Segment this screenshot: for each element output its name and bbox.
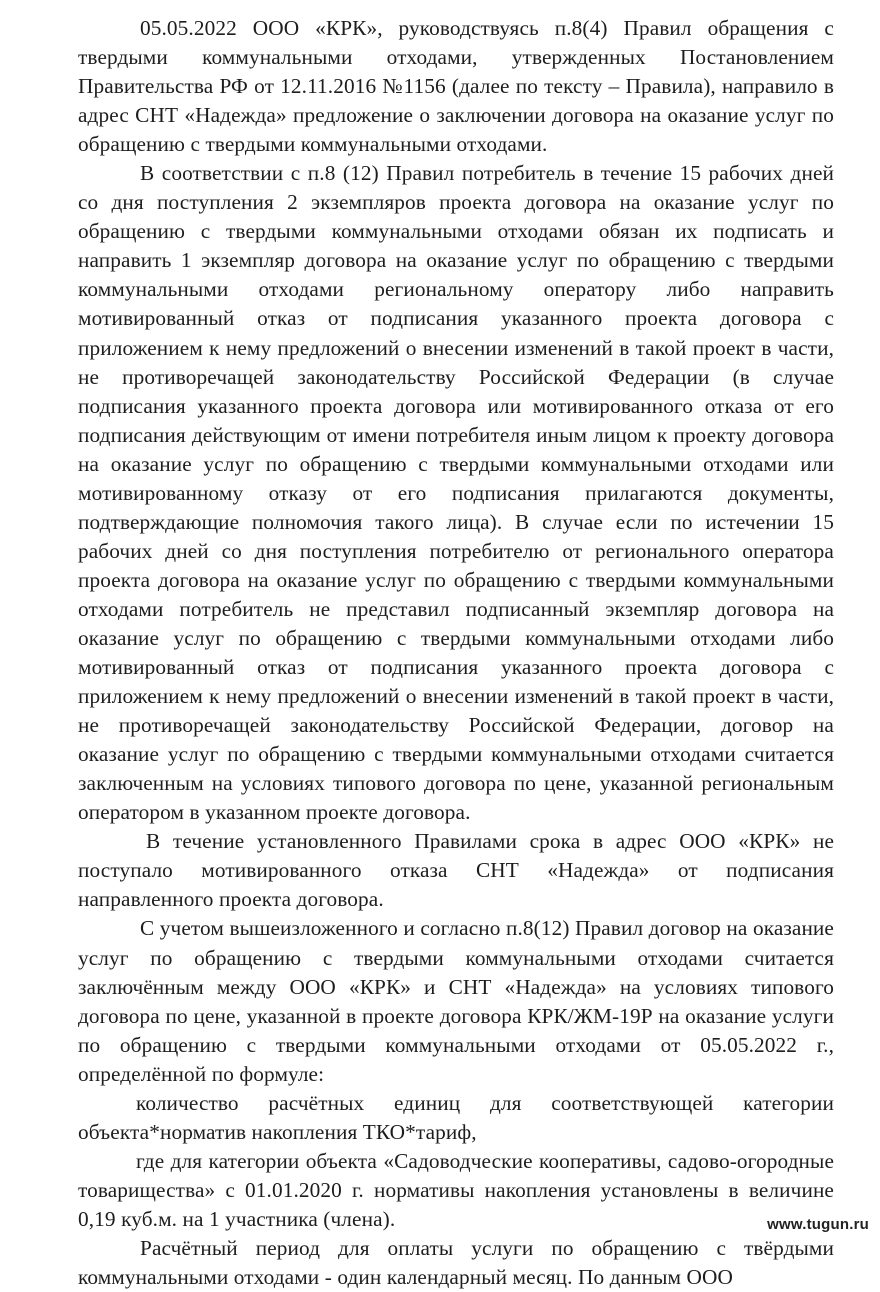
paragraph-rules-clause: В соответствии с п.8 (12) Правил потребитель в течение 15 рабочих дней со дня поступления 2 экземпляров проекта договора на оказание услуг по обращению с твердыми коммунальными отходами обязан их подписать и направить 1 экземпляр договора на оказание услуг по обращению с твердыми коммунальными отходами региональному оператору либо направить мотивированный отказ от подписания указанного проекта договора с приложением к нему предложений о внесении изменений в такой проект в части, не противоречащей законодательству Российской Федерации (в случае подписания указанного проекта договора или мотивированного отказа от его подписания действующим от имени потребителя иным лицом к проекту договора на оказание услуг по обращению с твердыми коммунальными отходами или мотивированному отказу от его подписания прилагаются документы, подтверждающие полномочия такого лица). В случае если по истечении 15 рабочих дней со дня поступления потребителю от регионального оператора проекта договора на оказание услуг по обращению с твердыми коммунальными отходами потребитель не представил подписанный экземпляр договора на оказание услуг по обращению с твердыми коммунальными отходами либо мотивированный отказ от подписания указанного проекта договора с приложением к нему предложений о внесении изменений в такой проект в части, не противоречащей законодательству Российской Федерации, договор на оказание услуг по обращению с твердыми коммунальными отходами считается заключенным на условиях типового договора по цене, указанной региональным оператором в указанном проекте договора. <box>78 161 834 825</box>
paragraph-billing-period: Расчётный период для оплаты услуги по обращению с твёрдыми коммунальными отходами - один календарный месяц. По данным ООО <box>78 1235 834 1290</box>
document-page <box>78 14 834 1292</box>
site-watermark: www.tugun.ru <box>764 1215 872 1234</box>
paragraph-formula-where: где для категории объекта «Садоводческие кооперативы, садово-огородные товарищества» с 01.01.2020 г. нормативы накопления установлены в величине 0,19 куб.м. на 1 участника (члена). <box>78 1148 834 1231</box>
paragraph-formula: количество расчётных единиц для соответствующей категории объекта*норматив накопления ТКО*тариф, <box>78 1090 834 1144</box>
paragraph-no-refusal: В течение установленного Правилами срока в адрес ООО «КРК» не поступало мотивированного отказа СНТ «Надежда» от подписания направленного проекта договора. <box>78 829 834 912</box>
paragraph-contract-offer: 05.05.2022 ООО «КРК», руководствуясь п.8(4) Правил обращения с твердыми коммунальными отходами, утвержденных Постановлением Правительства РФ от 12.11.2016 №1156 (далее по тексту – Правила), направило в адрес СНТ «Надежда» предложение о заключении договора на оказание услуг по обращению с твердыми коммунальными отходами. <box>78 16 834 157</box>
paragraph-conclusion: С учетом вышеизложенного и согласно п.8(12) Правил договор на оказание услуг по обращению с твердыми коммунальными отходами считается заключённым между ООО «КРК» и СНТ «Надежда» на условиях типового договора по цене, указанной в проекте договора КРК/ЖМ-19Р на оказание услуги по обращению с твердыми коммунальными отходами от 05.05.2022 г., определённой по формуле: <box>78 916 834 1086</box>
